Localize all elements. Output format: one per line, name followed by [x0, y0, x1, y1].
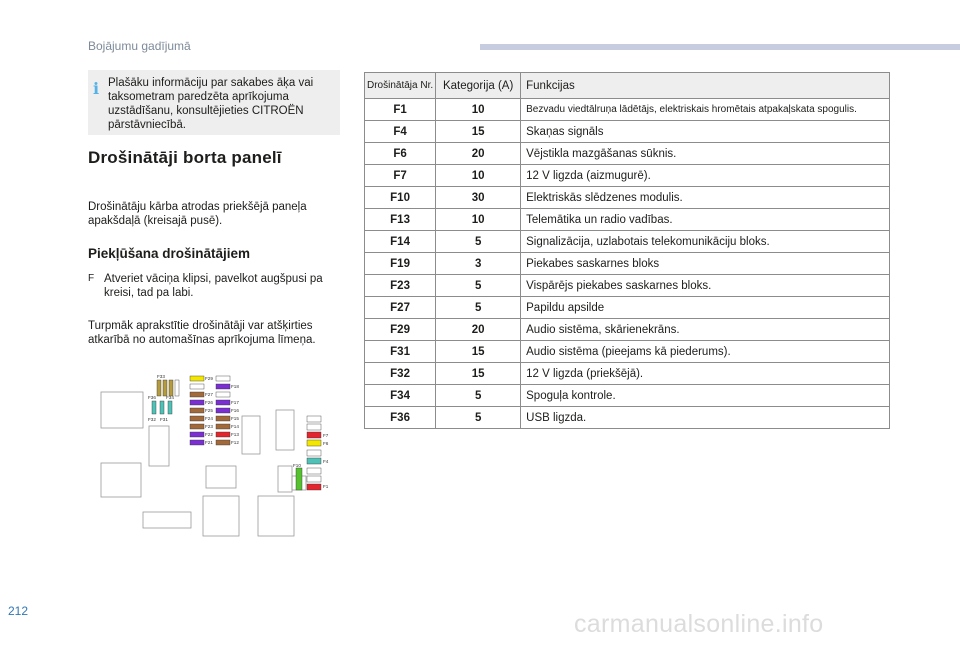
- fuse-label-f29: F29: [205, 376, 213, 381]
- fuse-number: F19: [365, 253, 436, 275]
- note-paragraph: Turpmāk aprakstītie drošinātāji var atšķirties atkarībā no automašīnas aprīkojuma līmeņa.: [88, 320, 316, 346]
- fuse-amperage: 20: [436, 143, 521, 165]
- table-row: [365, 407, 890, 429]
- fuse-number: F23: [365, 275, 436, 297]
- table-row: [365, 385, 890, 407]
- fuse-number: F10: [365, 187, 436, 209]
- fuse-number: F29: [365, 319, 436, 341]
- fuse-label-f6: F6: [323, 441, 329, 446]
- table-row: [365, 209, 890, 231]
- fuse-amperage: 5: [436, 385, 521, 407]
- fuse-label-f17: F17: [231, 400, 239, 405]
- subsection-title: Piekļūšana drošinātājiem: [88, 246, 251, 261]
- fuse-amperage: 15: [436, 341, 521, 363]
- fuse-label-f7: F7: [323, 433, 329, 438]
- fuse-label-f25: F25: [205, 408, 213, 413]
- page-number: 212: [8, 604, 29, 618]
- fuse-label-f23: F23: [205, 424, 213, 429]
- fuse-function: Audio sistēma, skārienekrāns.: [521, 319, 890, 341]
- fuse-amperage: 15: [436, 121, 521, 143]
- fuse-function: 12 V ligzda (priekšējā).: [521, 363, 890, 385]
- bullet-symbol: F: [88, 273, 95, 284]
- center-fuse-column: [190, 376, 239, 445]
- fuse-label-f14: F14: [231, 424, 239, 429]
- watermark: carmanualsonline.info: [574, 610, 824, 638]
- table-row: [365, 99, 890, 121]
- fuse-function: USB ligzda.: [521, 407, 890, 429]
- fuse-number: F27: [365, 297, 436, 319]
- fuse-function: Bezvadu viedtālruņa lādētājs, elektriskais hromētais atpakaļskata spogulis.: [521, 99, 890, 121]
- fuse-amperage: 10: [436, 165, 521, 187]
- fuse-function: Elektriskās slēdzenes modulis.: [521, 187, 890, 209]
- fuse-amperage: 5: [436, 297, 521, 319]
- fuse-function: Papildu apsilde: [521, 297, 890, 319]
- fuse-number: F31: [365, 341, 436, 363]
- fuse-box-diagram: [96, 366, 336, 542]
- fuse-table: [364, 72, 890, 429]
- fuse-amperage: 15: [436, 363, 521, 385]
- fuse-number: F1: [365, 99, 436, 121]
- fuse-amperage: 30: [436, 187, 521, 209]
- fuse-function: Vispārējs piekabes saskarnes bloks.: [521, 275, 890, 297]
- fuse-function: Audio sistēma (pieejams kā piederums).: [521, 341, 890, 363]
- fuse-label-f12: F12: [231, 440, 239, 445]
- table-row: [365, 165, 890, 187]
- fuse-amperage: 10: [436, 209, 521, 231]
- top-left-fuses: [148, 374, 179, 422]
- fuse-function: Signalizācija, uzlabotais telekomunikāciju bloks.: [521, 231, 890, 253]
- fuse-function: Piekabes saskarnes bloks: [521, 253, 890, 275]
- table-row: [365, 121, 890, 143]
- fuse-label-f36: F36: [148, 395, 156, 400]
- fuse-amperage: 5: [436, 407, 521, 429]
- info-text: Plašāku informāciju par sakabes āķa vai taksometram paredzēta aprīkojuma uzstādīšanu, konsultējieties CITROËN pārstāvniecībā.: [108, 77, 314, 131]
- fuse-label-f24: F24: [205, 416, 213, 421]
- fuse-label-f34: F34: [166, 395, 174, 400]
- table-row: [365, 231, 890, 253]
- fuse-number: F4: [365, 121, 436, 143]
- fuse-number: F13: [365, 209, 436, 231]
- fuse-label-f31: F31: [160, 417, 168, 422]
- col-header-functions: Funkcijas: [521, 73, 890, 99]
- fuse-label-f22: F22: [205, 432, 213, 437]
- fuse-function: Skaņas signāls: [521, 121, 890, 143]
- table-header-row: [365, 73, 890, 99]
- fuse-function: 12 V ligzda (aizmugurē).: [521, 165, 890, 187]
- fuse-amperage: 5: [436, 275, 521, 297]
- section-title: Drošinātāji borta panelī: [88, 148, 282, 167]
- table-row: [365, 143, 890, 165]
- fuse-function: Telemātika un radio vadības.: [521, 209, 890, 231]
- fuse-label-f26: F26: [205, 400, 213, 405]
- fuse-number: F6: [365, 143, 436, 165]
- bullet-text: Atveriet vāciņa klipsi, pavelkot augšpusi pa kreisi, tad pa labi.: [104, 273, 323, 299]
- table-row: [365, 341, 890, 363]
- fuse-function: Spoguļa kontrole.: [521, 385, 890, 407]
- col-header-amp: Kategorija (A): [436, 73, 521, 99]
- table-row: [365, 275, 890, 297]
- table-row: [365, 363, 890, 385]
- fuse-number: F7: [365, 165, 436, 187]
- fuse-number: F14: [365, 231, 436, 253]
- table-row: [365, 253, 890, 275]
- fuse-label-f13: F13: [231, 432, 239, 437]
- fuse-number: F36: [365, 407, 436, 429]
- fuse-amperage: 3: [436, 253, 521, 275]
- fuse-function: Vējstikla mazgāšanas sūknis.: [521, 143, 890, 165]
- info-box: [88, 70, 340, 135]
- table-row: [365, 297, 890, 319]
- info-icon: i: [93, 79, 100, 98]
- fuse-amperage: 20: [436, 319, 521, 341]
- fuse-number: F34: [365, 385, 436, 407]
- col-header-fuse: Drošinātāja Nr.: [365, 73, 436, 99]
- table-row: [365, 319, 890, 341]
- right-fuse-column: [293, 416, 329, 490]
- fuse-label-f1: F1: [323, 484, 329, 489]
- fuse-label-f16: F16: [231, 408, 239, 413]
- header-bar: [480, 44, 960, 50]
- fuse-amperage: 10: [436, 99, 521, 121]
- fuse-label-f21: F21: [205, 440, 213, 445]
- fuse-label-f15: F15: [231, 416, 239, 421]
- fuse-label-f27: F27: [205, 392, 213, 397]
- fuse-label-f33: F33: [157, 374, 165, 379]
- header-title: Bojājumu gadījumā: [88, 39, 191, 53]
- fuse-label-f18: F18: [231, 384, 239, 389]
- fuse-label-f4: F4: [323, 459, 329, 464]
- fuse-number: F32: [365, 363, 436, 385]
- fuse-label-f10: F10: [293, 463, 301, 468]
- fuse-label-f32: F32: [148, 417, 156, 422]
- intro-paragraph: Drošinātāju kārba atrodas priekšējā paneļa apakšdaļā (kreisajā pusē).: [88, 201, 307, 227]
- fuse-amperage: 5: [436, 231, 521, 253]
- table-row: [365, 187, 890, 209]
